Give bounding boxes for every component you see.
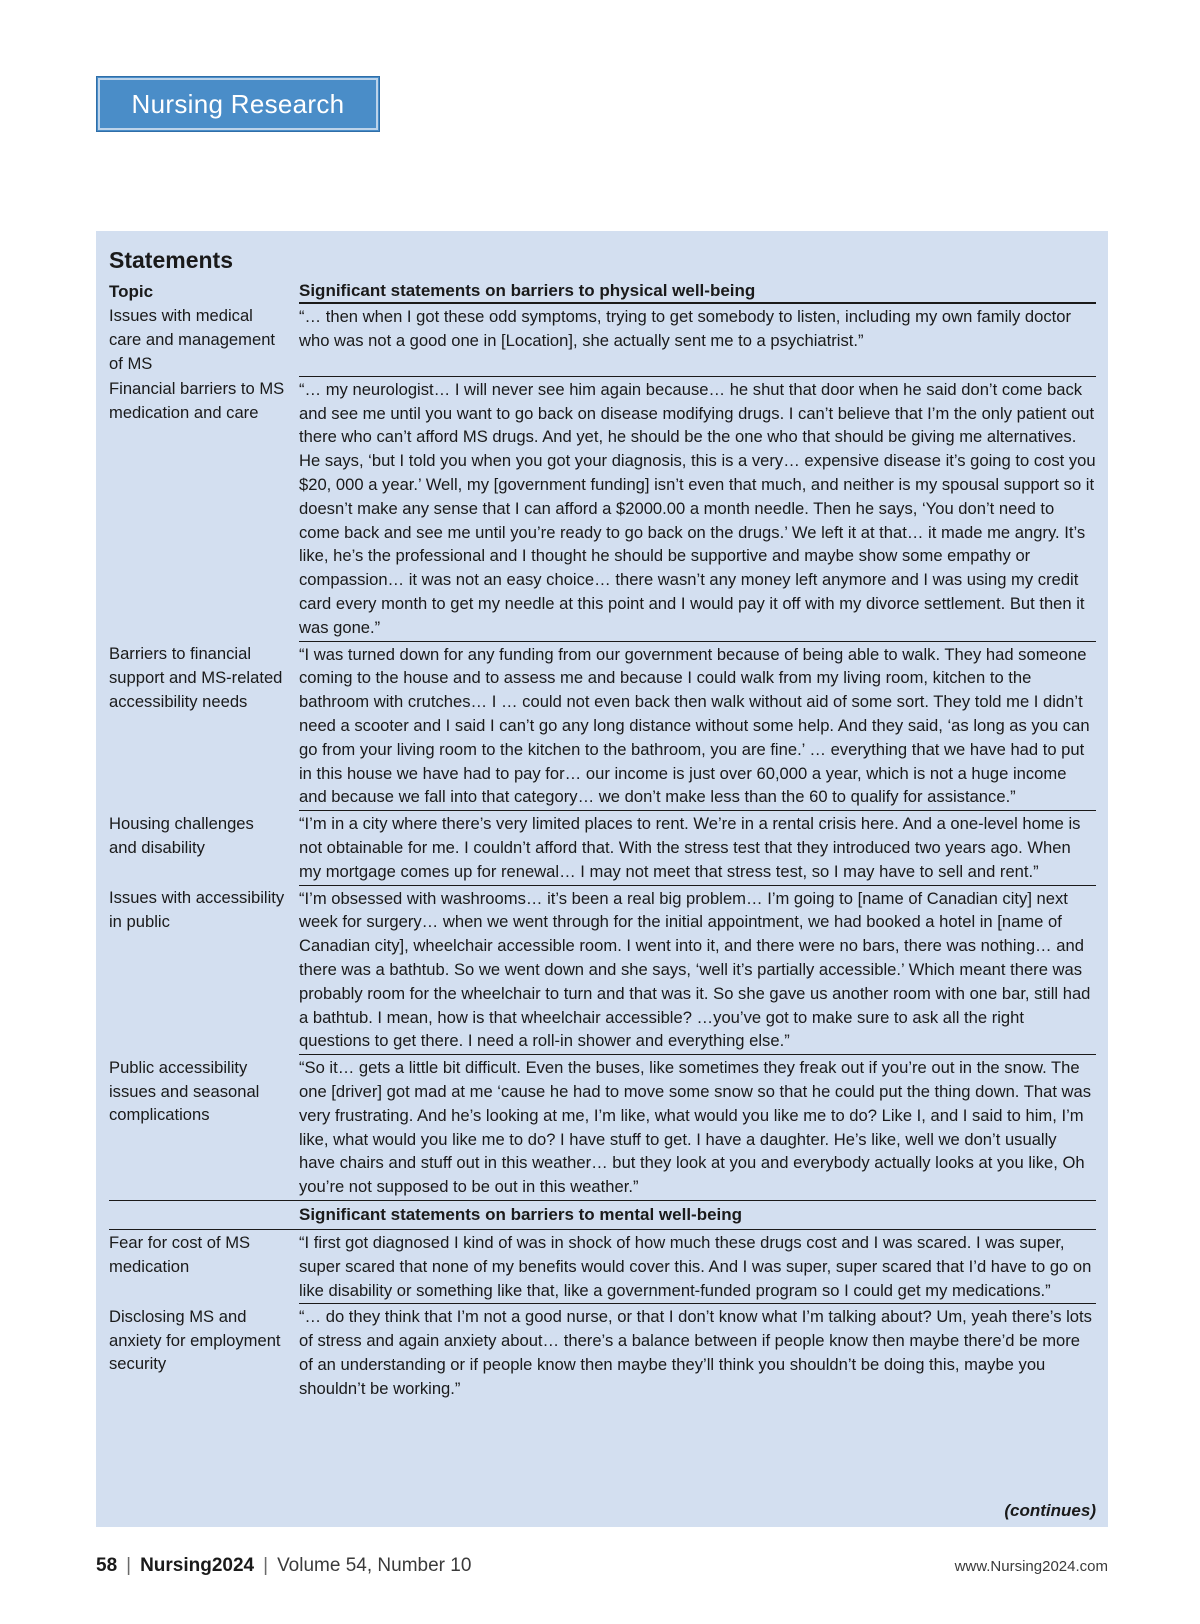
table-row xyxy=(109,1304,1096,1402)
footer-divider: | xyxy=(263,1555,269,1576)
section-label: Nursing Research xyxy=(96,76,380,132)
page-footer xyxy=(96,1552,1108,1580)
table-row xyxy=(109,1229,1096,1303)
row-topic: Issues with accessibility in public xyxy=(109,888,285,931)
subheading-spacer xyxy=(109,1200,299,1229)
website-url: www.Nursing2024.com xyxy=(954,1557,1108,1575)
row-topic: Housing challenges and disability xyxy=(109,813,254,857)
footer-divider: | xyxy=(126,1555,132,1576)
statements-panel xyxy=(96,231,1108,1527)
row-statement: “I’m in a city where there’s very limited places to rent. We’re in a rental crisis here. And a one-level home is not obtainable for me. I couldn’t afford that. With the stress test that they introduced two years ago. When my mortgage comes up for renewal… I may not meet that stress test, so I may have to sell and rent.” xyxy=(299,811,1096,885)
row-statement: “I first got diagnosed I kind of was in shock of how much these drugs cost and I was scared. I was super, super scared that none of my benefits would cover this. And I was super, super scared that I’d have to go on like disability or something like that, like a government-funded program so I could get my medications.” xyxy=(299,1232,1092,1300)
row-topic: Barriers to financial support and MS-related accessibility needs xyxy=(109,644,283,711)
page-number: 58 xyxy=(96,1555,118,1576)
table-row xyxy=(109,811,1096,885)
row-statement: “So it… gets a little bit difficult. Even the buses, like sometimes they freak out if you’re out in the snow. The one [driver] got mad at me ‘cause he had to move some snow so that he could put the thing down. That was very frustrating. And he’s looking at me, I’m like, what would you like me to do? Like I, and I said to him, I’m like, what would you like me to do? I have stuff to get. I have a daughter. He’s like, well we don’t usually have chairs and stuff out in this weather… but they look at you and everybody actually looks at you like, Oh you’re not supposed to be out in this weather.” xyxy=(299,1055,1096,1201)
row-topic: Financial barriers to MS medication and care xyxy=(109,379,285,423)
magazine-name: Nursing2024 xyxy=(140,1555,255,1576)
row-topic: Fear for cost of MS medication xyxy=(109,1232,251,1276)
continues-note: (continues) xyxy=(1004,1501,1096,1520)
mental-wellbeing-heading: Significant statements on barriers to mental well-being xyxy=(299,1200,1096,1229)
volume-info: Volume 54, Number 10 xyxy=(277,1555,472,1576)
table-row xyxy=(109,303,1096,376)
table-row xyxy=(109,376,1096,641)
row-statement: “I was turned down for any funding from our government because of being able to walk. They had someone coming to the house and to assess me and because I could walk from my living room, kitchen to the bathroom with crutches… I … could not even back then walk without aid of some sort. They told me I didn’t need a scooter and I said I can’t go any long distance without some help. And they said, ‘as long as you can go from your living room to the kitchen to the bathroom, you are fine.’ … everything that we have had to put in this house we have had to pay for… our income is just over 60,000 a year, which is not a huge income and because we fall into that category… we don’t make less than the 60 to qualify for assistance.” xyxy=(299,641,1096,811)
row-statement: “I’m obsessed with washrooms… it’s been a real big problem… I’m going to [name of Canadian city] next week for surgery… when we went through for the initial appointment, we had booked a hotel in [name of Canadian city], wheelchair accessible room. I went into it, and there were no bars, there was nothing… and there was a bathtub. So we went down and she says, ‘well it’s partially accessible.’ Which meant there was probably room for the wheelchair to turn and that was it. So she gave us another room with one bar, still had a bathtub. I mean, how is that wheelchair accessible? …you’ve got to make sure to ask all the right questions to get there. I need a roll-in shower and everything else.” xyxy=(299,885,1096,1055)
table-row xyxy=(109,885,1096,1055)
statements-table xyxy=(109,279,1096,1402)
panel-title: Statements xyxy=(109,247,233,273)
column-header-topic: Topic xyxy=(109,282,154,301)
row-statement: “… my neurologist… I will never see him again because… he shut that door when he said don’t come back and see me until you want to go back on disease modifying drugs. I can’t believe that I’m the only patient out there who can’t afford MS drugs. And yet, he should be the one who that should be giving me alternatives. He says, ‘but I told you when you got your diagnosis, this is a very… expensive disease it’s going to cost you $20, 000 a year.’ Well, my [government funding] isn’t even that much, and neither is my spousal support so it doesn’t make any sense that I can afford a $2000.00 a month needle. Then he says, ‘You don’t need to come back and see me until you’re ready to go back on the drugs.’ We left it at that… it made me angry. It’s like, he’s the professional and I thought he should be supportive and maybe show some empathy or compassion… it was not an easy choice… there wasn’t any money left anymore and I was using my credit card every month to get my needle at this point and I would pay it off with my divorce settlement. But then it was gone.” xyxy=(299,376,1096,641)
subheading-row xyxy=(109,1200,1096,1229)
row-topic: Issues with medical care and management of MS xyxy=(109,306,276,373)
table-row xyxy=(109,1055,1096,1201)
table-header-row xyxy=(109,279,1096,303)
row-statement: “… then when I got these odd symptoms, trying to get somebody to listen, including my own family doctor who was not a good one in [Location], she actually sent me to a psychiatrist.” xyxy=(299,307,1071,350)
table-row xyxy=(109,641,1096,811)
row-topic: Disclosing MS and anxiety for employment security xyxy=(109,1306,281,1374)
column-header-statements: Significant statements on barriers to physical well-being xyxy=(299,279,1096,303)
row-topic: Public accessibility issues and seasonal complications xyxy=(109,1057,260,1125)
row-statement: “… do they think that I’m not a good nurse, or that I don’t know what I’m talking about? Um, yeah there’s lots of stress and again anxiety about… there’s a balance between if people know then maybe there’d be more of an understanding or if people know then maybe they’ll think you shouldn’t be doing this, maybe you shouldn’t be working.” xyxy=(299,1304,1096,1402)
